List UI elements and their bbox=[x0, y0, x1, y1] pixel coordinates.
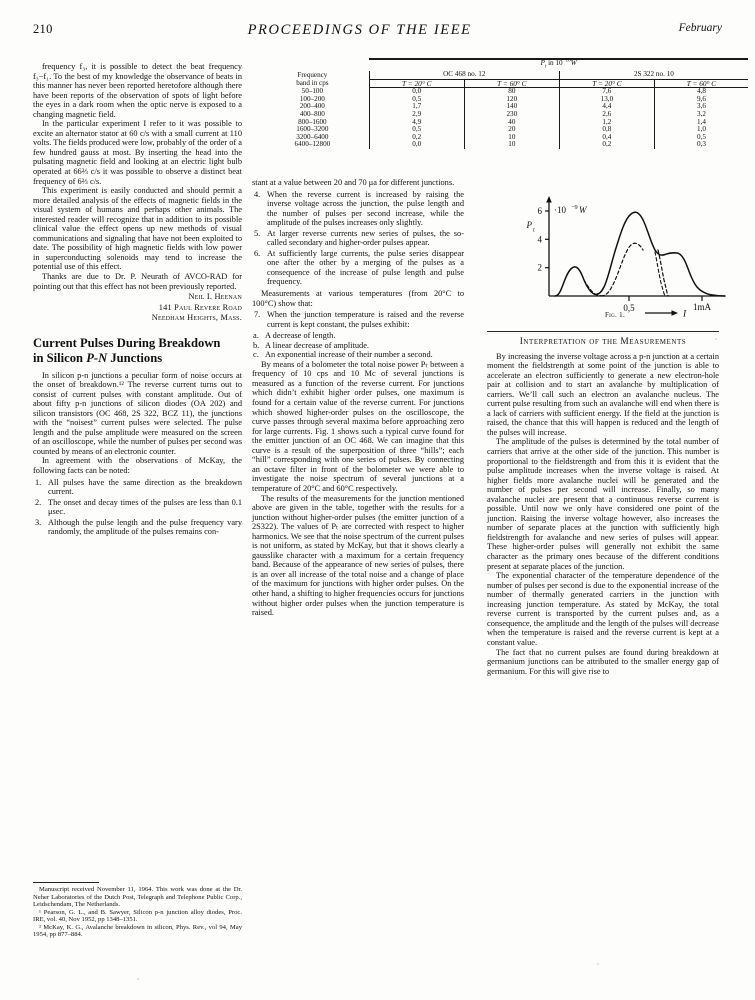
list-item bbox=[252, 190, 464, 228]
table-cell-value: 0,4 bbox=[559, 134, 654, 142]
table-cell-value: 2,9 bbox=[369, 111, 464, 119]
list-item bbox=[252, 310, 464, 329]
footnote: Manuscript received November 11, 1964. This work was done at the Dr. Neher Laboratories of the Dutch Post, Telegraph and Telephone Public Corp., Leidschendam, The Netherlands. bbox=[33, 886, 242, 908]
right-column bbox=[487, 338, 719, 676]
list-marker: a. bbox=[253, 331, 259, 341]
table-temp-header-1: T = 60° C bbox=[464, 79, 559, 88]
letter-signature bbox=[33, 292, 242, 323]
table-cell-band: 200–400 bbox=[299, 102, 325, 111]
table-row bbox=[256, 88, 748, 96]
table-cell-value: 0,5 bbox=[369, 126, 464, 134]
paragraph: The amplitude of the pulses is determined by the total number of carriers that arrive at the other side of the junction. This number is proportional to the fieldstrength and from this it is evident that the pulse amplitude increases when the inverse voltage is raised. At higher fields more avalanche nuclei will be generated and the number of pulses per second will increase. Finally, so many avalanche nuclei are present that a continuous reverse current is possible. Until now we only have considered one point of the junction. Raising the inverse voltage however, also increases the number of separate places at the junction with sufficiently high fieldstrength for avalanche and new series of pulses will appear. These higher-order pulses will generally not exhibit the same character as the primary ones because of the different conditions present at separate places of the junction. bbox=[487, 437, 719, 571]
signature-line: 141 Paul Revere Road bbox=[158, 302, 242, 312]
table-device-header-1: 2S 322 no. 10 bbox=[559, 71, 748, 79]
table-temp-header-2: T = 20° C bbox=[559, 79, 654, 88]
signature-line: Neil I. Heenan bbox=[188, 292, 242, 302]
article-title bbox=[33, 336, 242, 365]
table-cell-value: 9,6 bbox=[654, 96, 748, 104]
svg-text:0,5: 0,5 bbox=[623, 303, 635, 313]
table-cell-band: 800–1600 bbox=[298, 117, 327, 126]
table-cell-value: 20 bbox=[464, 126, 559, 134]
list-marker: b. bbox=[253, 340, 260, 350]
list-text: At larger reverse currents new series of pulses, the so-called secondary and higher-order pulses appear. bbox=[267, 228, 464, 248]
section-heading: Interpretation of the Measurements bbox=[519, 337, 687, 347]
table-cell-value: 0,8 bbox=[559, 126, 654, 134]
noise-power-plot bbox=[497, 186, 733, 318]
figure-1 bbox=[497, 186, 733, 318]
table-body bbox=[256, 88, 748, 149]
svg-text:−9: −9 bbox=[571, 204, 578, 211]
table-cell-value: 2,6 bbox=[559, 111, 654, 119]
article-body-left bbox=[33, 371, 242, 476]
list-item bbox=[252, 350, 464, 360]
signature-line: Needham Heights, Mass. bbox=[151, 312, 242, 322]
list-marker: 2. bbox=[35, 497, 42, 507]
right-body bbox=[487, 352, 719, 677]
table-row bbox=[256, 119, 748, 127]
article-title-line-1: Current Pulses During Breakdown bbox=[33, 336, 221, 351]
left-column bbox=[33, 62, 242, 539]
list-item bbox=[33, 478, 242, 497]
list-item bbox=[252, 341, 464, 351]
table-cell-value: 3,6 bbox=[654, 103, 748, 111]
issue-month: February bbox=[678, 22, 722, 34]
table-cell-value: 40 bbox=[464, 119, 559, 127]
svg-text:2: 2 bbox=[537, 262, 542, 273]
paragraph: In the particular experiment I refer to it was possible to excite an alternator stator at 60 c/s with a small current at 110 volts. The fields produced were low, probably of the order of a few hundred gauss at most. By inserting the head into the pulsating magnetic field and looking at an electric light bulb operated at 66⅔ c/s it was possible to observe a distinct beat frequency of 6⅔ c/s. bbox=[33, 119, 242, 186]
figure-caption: Fig. 1. bbox=[604, 311, 626, 319]
list-item bbox=[252, 229, 464, 248]
table-cell-value: 0,5 bbox=[369, 96, 464, 104]
list-text: At sufficiently large currents, the pulse series disappear one after the other by a merging of the pulses as a consequence of the increase of pulse length and pulse frequency. bbox=[267, 248, 464, 287]
list-marker: 7. bbox=[254, 310, 261, 320]
footnote: ² McKay, K. G., Avalanche breakdown in silicon, Phys. Rev., vol 94, May 1954, pp 877–884. bbox=[33, 923, 242, 938]
table-cell-band: 1600–3200 bbox=[296, 125, 329, 134]
table-cell-value: 0,0 bbox=[369, 141, 464, 149]
table-cell-band: 3200–6400 bbox=[296, 132, 329, 141]
table-cell-value: 10 bbox=[464, 134, 559, 142]
list-continuation: stant at a value between 20 and 70 μa for different junctions. bbox=[252, 178, 455, 187]
measurement-table bbox=[256, 58, 748, 149]
list-text: A decrease of length. bbox=[265, 331, 336, 341]
table-cell-value: 1,0 bbox=[654, 126, 748, 134]
page-number: 210 bbox=[33, 22, 53, 36]
svg-text:W: W bbox=[579, 205, 587, 215]
list-marker: 4. bbox=[254, 189, 261, 199]
list-item bbox=[33, 518, 242, 537]
table-cell-band: 400–800 bbox=[299, 110, 325, 118]
table-cell-band: 50–100 bbox=[301, 86, 324, 95]
list-marker: 1. bbox=[35, 477, 42, 487]
table-cell-value: 1,4 bbox=[654, 119, 748, 127]
svg-text:1mA: 1mA bbox=[693, 302, 711, 312]
findings-sublist-abc bbox=[252, 331, 464, 360]
table-temp-header-0: T = 20° C bbox=[369, 79, 464, 88]
table-cell-value: 0,0 bbox=[369, 88, 464, 96]
svg-text:6: 6 bbox=[537, 206, 542, 216]
paragraph: The results of the measurements for the junction mentioned above are given in the table, together with the results for a junction without higher-order pulses (the emitter junction of a 2S322). The values of Pₜ are corrected with respect to higher harmonics. We see that the noise spectrum of the current pulses is not uniform, as stated by McKay, but that it shows clearly a gausslike character with a maximum for a certain frequency band. Because of the appearance of new series of pulses, there is an over all increase of the total noise and a change of place of the maximum for junctions with higher order pulses. On the other hand, a shifting to higher frequencies occurs for junctions without higher order pulses when the junction temperature is raised. bbox=[252, 493, 464, 618]
table-row bbox=[256, 126, 748, 134]
paragraph: This experiment is easily conducted and should permit a more detailed analysis of the effects of magnetic fields in the visual system of humans and perhaps other animals. The interested reader will recognize that in addition to its possible clinical value the effect opens up new methods of visual communications and signaling that have not been exploited to date. The possibility of high magnetic fields with low power in superconducting solenoids may tend to increase the potential use of this effect. bbox=[33, 186, 242, 272]
table-unit-header: $P_t$ in $10^{-10}W$ bbox=[369, 59, 748, 71]
list-text: A linear decrease of amplitude. bbox=[265, 340, 370, 350]
table-device-header-0: OC 468 no. 12 bbox=[369, 71, 559, 79]
scan-speckle bbox=[137, 978, 139, 980]
findings-list-1 bbox=[33, 478, 242, 537]
list-text: All pulses have the same direction as the breakdown current. bbox=[48, 477, 242, 497]
list-text: Although the pulse length and the pulse frequency vary randomly, the amplitude of the pulses remains con- bbox=[48, 517, 242, 537]
table-cell-value: 1,2 bbox=[559, 119, 654, 127]
table-cell-value: 7,6 bbox=[559, 88, 654, 96]
list-marker: 6. bbox=[254, 248, 261, 258]
table-cell-value: 0,5 bbox=[654, 134, 748, 142]
paragraph: By increasing the inverse voltage across a p-n junction at a certain moment the fieldstrength at some point of the junction is able to accelerate an electron sufficiently to generate a new electron-hole pair at collision and to start an avalanche by multiplication of carriers. We’ll call such an electron an avalanche nucleus. The current pulse resulting from such an avalanche will end when there is a lack of carriers with sufficient energy. If the field at the junction is raised, the chance that this will happen is reduced and the length of the pulses will increase. bbox=[487, 351, 719, 437]
table-cell-value: 4,8 bbox=[654, 88, 748, 96]
middle-column bbox=[252, 178, 464, 618]
table-cell-value: 0,2 bbox=[369, 134, 464, 142]
scan-speckle bbox=[597, 963, 599, 965]
footnotes bbox=[33, 886, 242, 939]
findings-list-2 bbox=[252, 190, 464, 287]
letter-body bbox=[33, 62, 242, 291]
table-rowlabel-header: Frequency band in cps bbox=[296, 71, 329, 88]
table-cell-value: 0,2 bbox=[559, 141, 654, 149]
list-item bbox=[252, 331, 464, 341]
table-cell-value: 10 bbox=[464, 141, 559, 149]
svg-text:t: t bbox=[533, 227, 535, 234]
table-cell-value: 13,0 bbox=[559, 96, 654, 104]
figure-divider-rule bbox=[487, 331, 719, 332]
table-cell-value: 0,3 bbox=[654, 141, 748, 149]
paragraph: In silicon p-n junctions a peculiar form of noise occurs at the onset of breakdown.¹² The reverse current turns out to consist of current pulses with constant amplitude. Out of about fifty p-n junctions of silicon diodes (OA 202) and silicon transistors (OC 468, 2S 322, BCZ 11), the junctions with the “noisest” current pulses were selected. The pulse length and the pulse amplitude were measured on the screen of an oscilloscope, while the number of pulses per second was counted by means of an electronic counter. bbox=[33, 370, 242, 456]
list-text: An exponential increase of their number a second. bbox=[265, 350, 433, 360]
table-cell-value: 1,7 bbox=[369, 103, 464, 111]
table-cell-band: 6400–12800 bbox=[294, 140, 331, 149]
list-marker: 3. bbox=[35, 517, 42, 527]
table-cell-value: 3,2 bbox=[654, 111, 748, 119]
paragraph: By means of a bolometer the total noise power Pₜ between a frequency of 10 cps and 10 Mc of several junctions is measured as a function of the reverse current. For junctions which didn’t exhibit higher order pulses, one maximum is found for a certain value of the reverse current. For junctions which showed higher-order pulses on the oscilloscope, the curve passes through several maxima before approaching zero for large currents. Fig. 1 shows such a typical curve found for the emitter junction of an OC 468. We can imagine that this curve is a result of the superposition of three “hills”; each “hill” corresponding with one series of pulses. By connecting an octave filter in front of the bolometer we were able to investigate the noise spectrum of several junctions at a temperature of 20°C and 60°C respectively. bbox=[252, 359, 464, 493]
paragraph: frequency f₃, it is possible to detect the beat frequency f₃−f₁. To the best of my knowledge the observance of beats in this manner has never been reported heretofore although there have been reports of the observation of spots of light before the eyes in a dark room when the optic nerve is exposed to a changing magnetic field. bbox=[33, 62, 242, 119]
table-cell-value: 120 bbox=[464, 96, 559, 104]
table-temp-header-3: T = 60° C bbox=[654, 79, 748, 88]
svg-text:P: P bbox=[526, 220, 532, 230]
middle-body bbox=[252, 360, 464, 618]
paragraph: The fact that no current pulses are found during breakdown at germanium junctions can be attributed to the smaller energy gap of germanium. For this will give rise to bbox=[487, 647, 719, 676]
scan-speckle bbox=[715, 338, 717, 340]
list-item bbox=[33, 498, 242, 517]
table-cell-value: 80 bbox=[464, 88, 559, 96]
svg-text:I: I bbox=[683, 309, 687, 318]
list-marker: 5. bbox=[254, 228, 261, 238]
journal-title: PROCEEDINGS OF THE IEEE bbox=[247, 22, 472, 38]
paragraph: In agreement with the observations of McKay, the following facts can be noted: bbox=[33, 456, 242, 475]
running-head bbox=[0, 22, 755, 44]
table-cell-value: 4,4 bbox=[559, 103, 654, 111]
temperature-lead-in: Measurements at various temperatures (from 20°C to 100°C) show that: bbox=[252, 289, 464, 308]
list-text: When the junction temperature is raised and the reverse current is kept constant, the pulses exhibit: bbox=[267, 310, 464, 329]
table-cell-value: 4,9 bbox=[369, 119, 464, 127]
list-text: When the reverse current is increased by raising the inverse voltage across the junction, the pulse length and the number of pulses per second increase, while the amplitude of the pulses increases only slightly. bbox=[267, 189, 464, 228]
article-title-line-2: in Silicon P-N Junctions bbox=[33, 350, 163, 365]
table-row bbox=[256, 141, 748, 149]
findings-list-3 bbox=[252, 310, 464, 329]
paragraph: Thanks are due to Dr. P. Neurath of AVCO-RAD for pointing out that this effect has not been previously reported. bbox=[33, 272, 242, 291]
table-row bbox=[256, 111, 748, 119]
list-item bbox=[252, 249, 464, 287]
table-row bbox=[256, 96, 748, 104]
svg-text:4: 4 bbox=[537, 234, 542, 245]
table-cell-value: 230 bbox=[464, 111, 559, 119]
list-text: The onset and decay times of the pulses are less than 0.1 μsec. bbox=[48, 497, 242, 517]
table-row bbox=[256, 103, 748, 111]
table-cell-band: 100–200 bbox=[299, 94, 325, 103]
footnote: ¹ Pearson, G. L., and B. Sawyer, Silicon p-n junction alloy diodes, Proc. IRE, vol. 40, Nov 1952, pp 1348–1351. bbox=[33, 908, 242, 923]
list-marker: c. bbox=[253, 350, 259, 360]
table-cell-value: 140 bbox=[464, 103, 559, 111]
paragraph: The exponential character of the temperature dependence of the number of pulses per second is due to the exponential increase of the number of thermally generated carriers in the junction with increasing junction temperature. As stated by McKay, the total reverse current is transported by the current pulses and, as a consequence, the amplitude and the length of the pulses will decrease when the temperature is raised and the reverse current is kept at a constant value. bbox=[487, 571, 719, 647]
svg-text:·10: ·10 bbox=[554, 205, 566, 215]
